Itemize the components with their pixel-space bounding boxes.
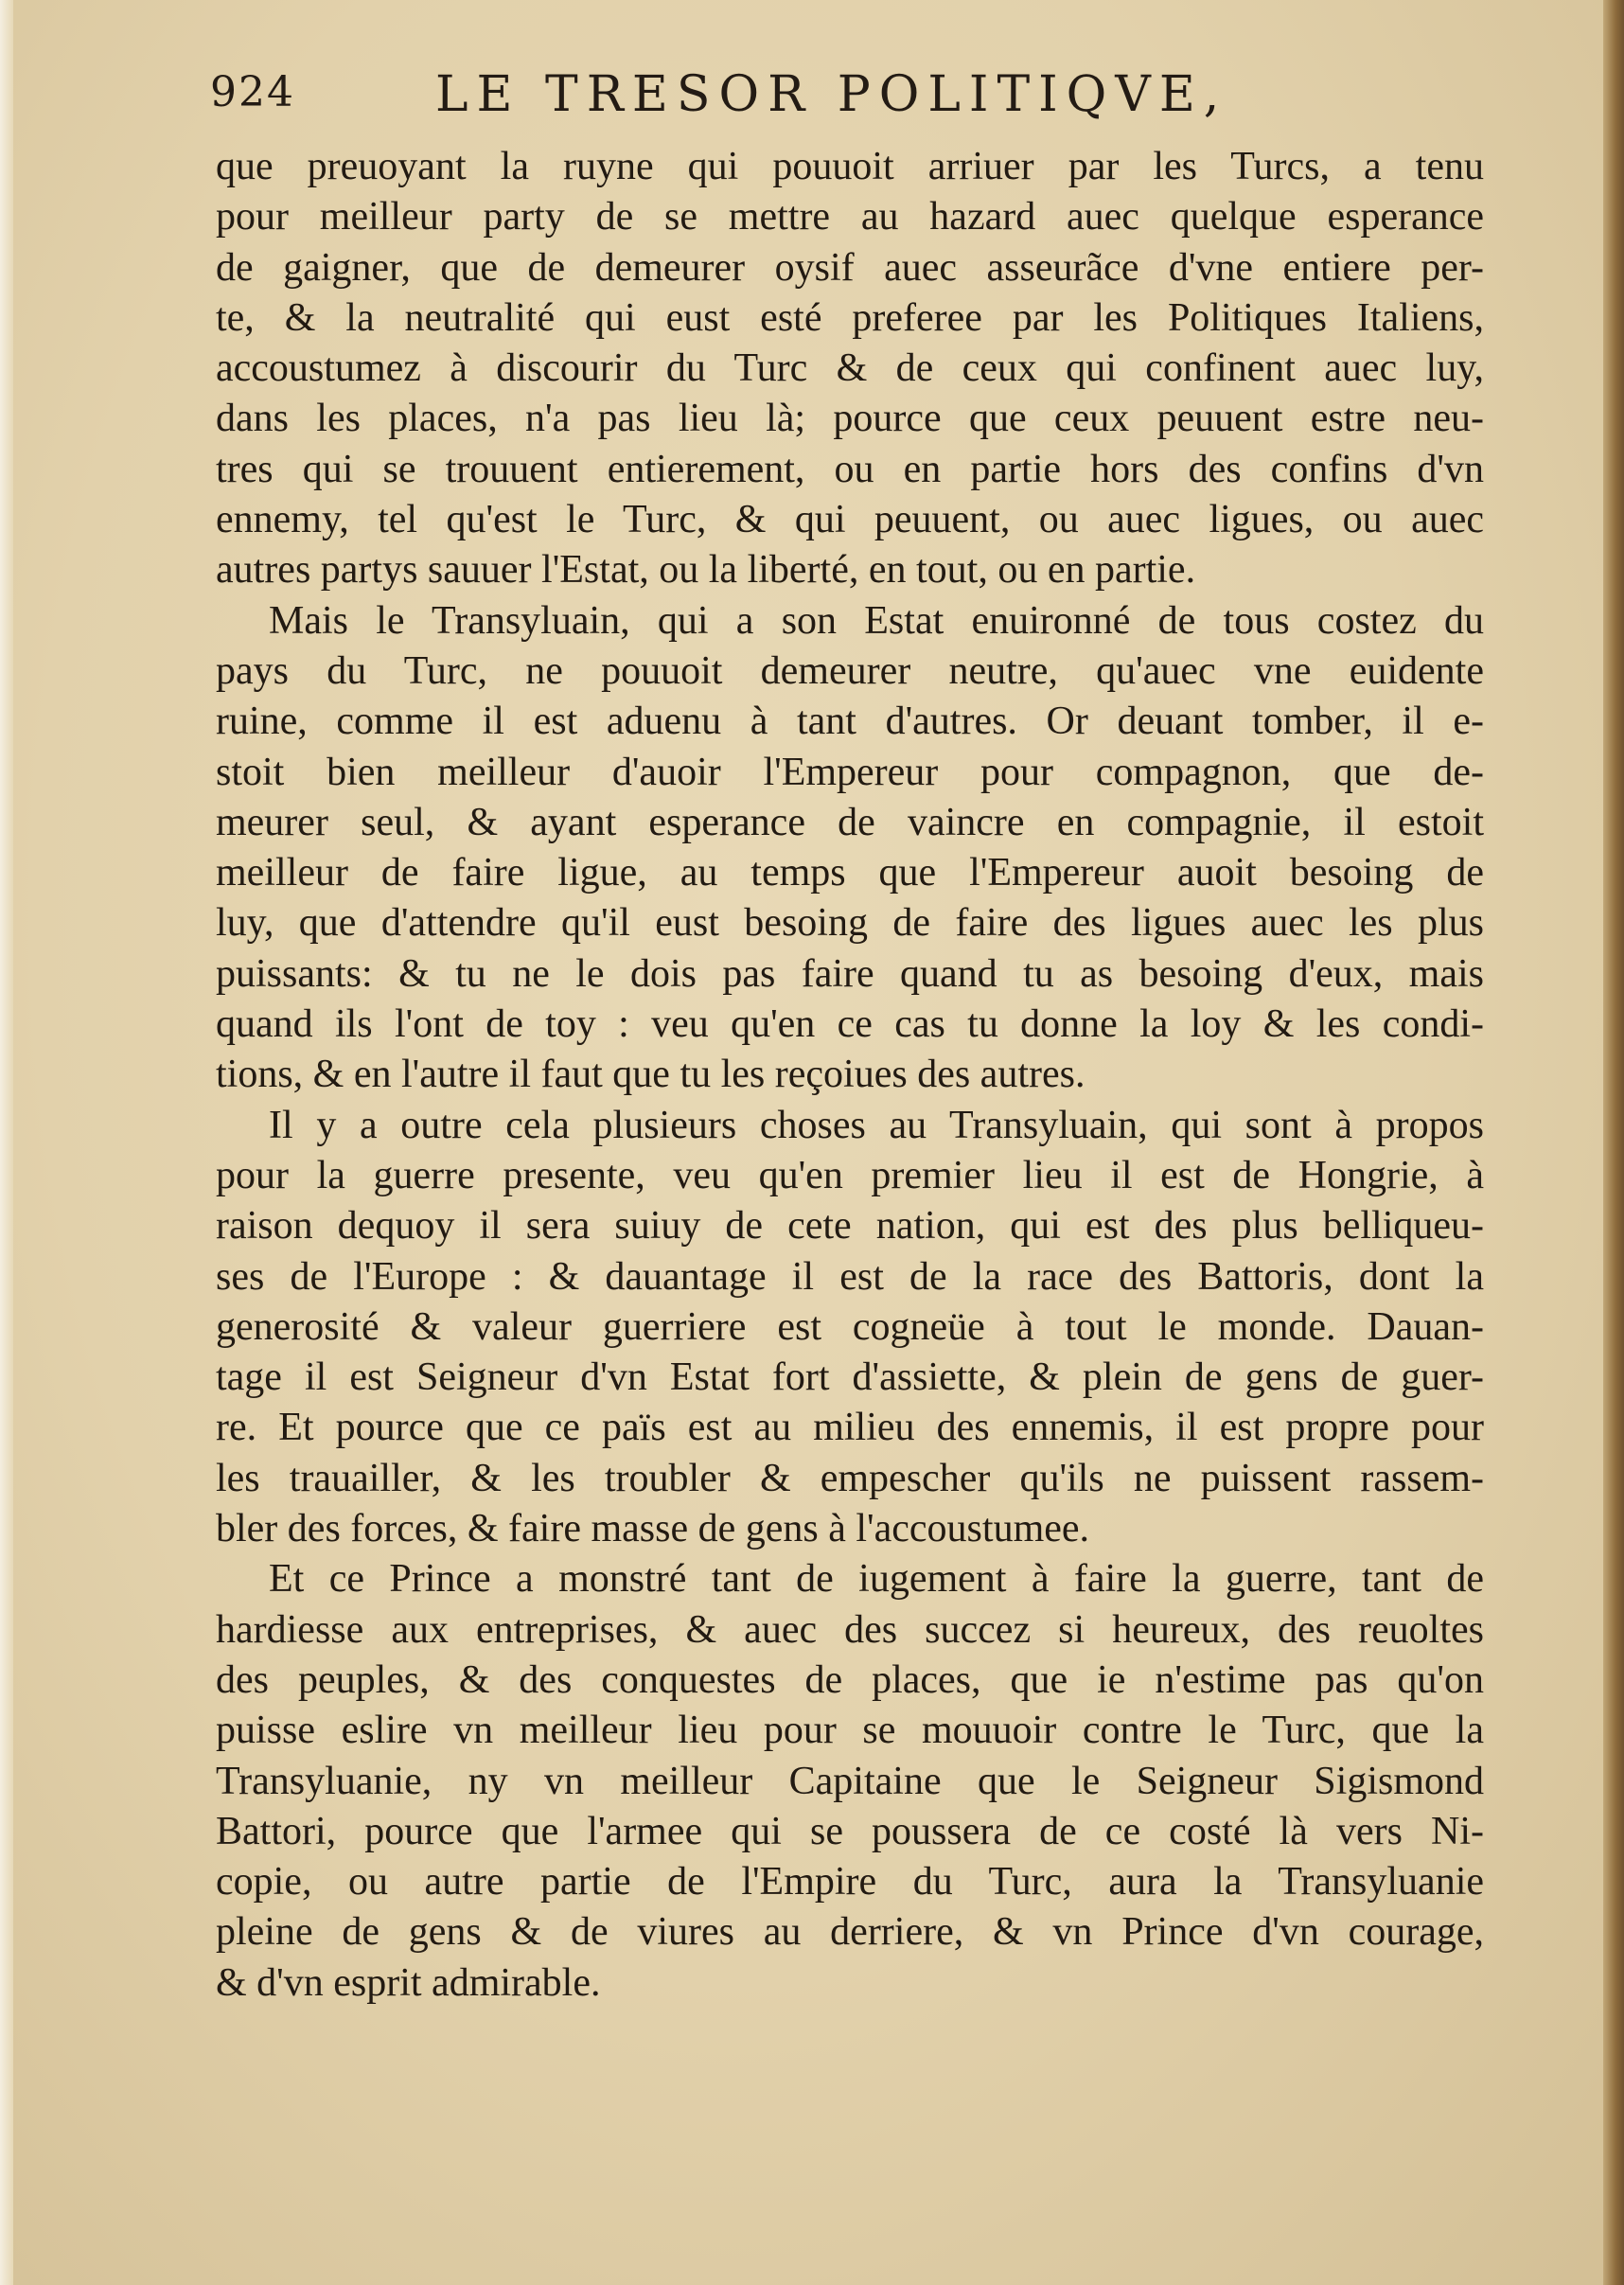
text-line: generosité & valeur guerriere est cogneüe à tout le monde. Dauan- bbox=[216, 1304, 1484, 1349]
text-line: tions, & en l'autre il faut que tu les reçoiues des autres. bbox=[216, 1053, 1086, 1097]
text-line: pleine de gens & de viures au derriere, & vn Prince d'vn courage, bbox=[216, 1910, 1484, 1955]
text-line: Battori, pource que l'armee qui se poussera de ce costé là vers Ni- bbox=[216, 1809, 1484, 1853]
text-line: tres qui se trouuent entierement, ou en partie hors des confins d'vn bbox=[216, 447, 1484, 491]
text-line: meilleur de faire ligue, au temps que l'Empereur auoit besoing de bbox=[216, 851, 1484, 895]
paragraph-start-line: Et ce Prince a monstré tant de iugement à faire la guerre, tant de bbox=[269, 1557, 1484, 1602]
text-line: dans les places, n'a pas lieu là; pource que ceux peuuent estre neu- bbox=[216, 397, 1484, 441]
text-line: pour meilleur party de se mettre au hazard auec quelque esperance bbox=[216, 195, 1484, 239]
paragraph-start-line: Il y a outre cela plusieurs choses au Transyluain, qui sont à propos bbox=[269, 1103, 1484, 1147]
page-left-margin bbox=[0, 0, 13, 2285]
paragraph-start-line: Mais le Transyluain, qui a son Estat enuironné de tous costez du bbox=[269, 598, 1484, 643]
text-line: raison dequoy il sera suiuy de cete nation, qui est des plus belliqueu- bbox=[216, 1204, 1484, 1249]
body-text bbox=[216, 142, 1484, 2009]
text-line: des peuples, & des conquestes de places, que ie n'estime pas qu'on bbox=[216, 1657, 1484, 1702]
text-line: ses de l'Europe : & dauantage il est de la race des Battoris, dont la bbox=[216, 1254, 1484, 1299]
page-number: 924 bbox=[210, 68, 295, 116]
text-line: puisse eslire vn meilleur lieu pour se mouuoir contre le Turc, que la bbox=[216, 1709, 1484, 1753]
text-line: autres partys sauuer l'Estat, ou la liberté, en tout, ou en partie. bbox=[216, 548, 1196, 593]
text-line: accoustumez à discourir du Turc & de ceux qui confinent auec luy, bbox=[216, 346, 1484, 391]
text-line: quand ils l'ont de toy : veu qu'en ce cas tu donne la loy & les condi- bbox=[216, 1002, 1484, 1047]
text-line: puissants: & tu ne le dois pas faire quand tu as besoing d'eux, mais bbox=[216, 951, 1484, 996]
text-line: pays du Turc, ne pouuoit demeurer neutre, qu'auec vne euidente bbox=[216, 648, 1484, 693]
text-line: de gaigner, que de demeurer oysif auec asseurãce d'vne entiere per- bbox=[216, 245, 1484, 290]
text-line: bler des forces, & faire masse de gens à l'accoustumee. bbox=[216, 1507, 1090, 1551]
text-line: pour la guerre presente, veu qu'en premier lieu il est de Hongrie, à bbox=[216, 1153, 1484, 1197]
text-line: luy, que d'attendre qu'il eust besoing de faire des ligues auec les plus bbox=[216, 901, 1484, 946]
text-line: Transyluanie, ny vn meilleur Capitaine que le Seigneur Sigismond bbox=[216, 1759, 1484, 1803]
text-line: les trauailler, & les troubler & empescher qu'ils ne puissent rassem- bbox=[216, 1456, 1484, 1500]
text-line: & d'vn esprit admirable. bbox=[216, 1960, 601, 2005]
text-line: copie, ou autre partie de l'Empire du Turc, aura la Transyluanie bbox=[216, 1860, 1484, 1904]
text-line: meurer seul, & ayant esperance de vaincre en compagnie, il estoit bbox=[216, 800, 1484, 844]
text-line: stoit bien meilleur d'auoir l'Empereur pour compagnon, que de- bbox=[216, 750, 1484, 794]
text-line: que preuoyant la ruyne qui pouuoit arriuer par les Turcs, a tenu bbox=[216, 145, 1484, 188]
text-line: te, & la neutralité qui eust esté preferee par les Politiques Italiens, bbox=[216, 295, 1484, 340]
text-line: ennemy, tel qu'est le Turc, & qui peuuent, ou auec ligues, ou auec bbox=[216, 498, 1484, 542]
page-header bbox=[210, 68, 1497, 144]
text-line: tage il est Seigneur d'vn Estat fort d'assiette, & plein de gens de guer- bbox=[216, 1355, 1484, 1400]
text-line: re. Et pource que ce païs est au milieu des ennemis, il est propre pour bbox=[216, 1406, 1484, 1450]
page-gutter-edge bbox=[1603, 0, 1624, 2285]
text-line: hardiesse aux entreprises, & auec des succez si heureux, des reuoltes bbox=[216, 1607, 1484, 1652]
text-line: ruine, comme il est aduenu à tant d'autres. Or deuant tomber, il e- bbox=[216, 700, 1484, 744]
running-head: LE TRESOR POLITIQVE, bbox=[435, 66, 1228, 123]
